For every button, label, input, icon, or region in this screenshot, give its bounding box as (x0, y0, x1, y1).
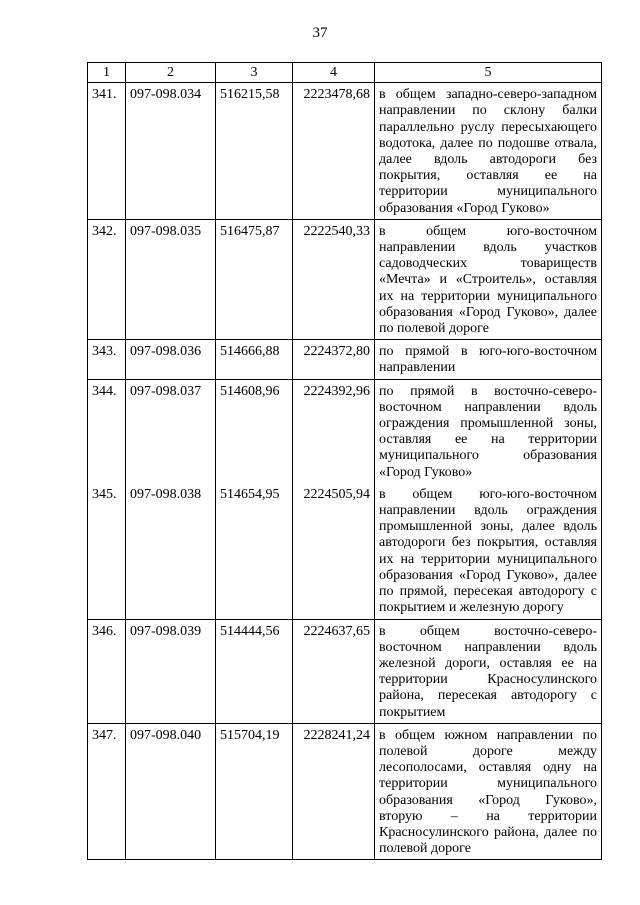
coordinate-x: 514654,95 (216, 483, 293, 619)
segment-code: 097-098.039 (126, 619, 216, 723)
column-header-3: 3 (216, 63, 293, 83)
row-number: 344. (88, 379, 126, 483)
coordinate-y: 2222540,33 (293, 219, 375, 339)
table-row (88, 619, 602, 723)
segment-code: 097-098.038 (126, 483, 216, 619)
table-header-row (88, 63, 602, 83)
coordinate-x: 515704,19 (216, 723, 293, 860)
coordinate-x: 516215,58 (216, 83, 293, 220)
segment-code: 097-098.040 (126, 723, 216, 860)
coordinate-x: 514666,88 (216, 340, 293, 379)
row-number: 343. (88, 340, 126, 379)
coordinate-x: 514444,56 (216, 619, 293, 723)
table-row (88, 83, 602, 220)
coordinate-x: 516475,87 (216, 219, 293, 339)
segment-description: по прямой в восточно-северо-восточном направлении вдоль ограждения промышленной зоны, оставляя ее на территории муниципального образования «Город Гуково» (375, 379, 602, 483)
segment-description: в общем южном направлении по полевой дороге между лесополосами, оставляя одну на территории муниципального образования «Город Гуково», вторую – на территории Красносулинского района, далее по полевой дороге (375, 723, 602, 860)
segment-description: в общем восточно-северо-восточном направлении вдоль железной дороги, оставляя ее на территории Красносулинского района, пересекая автодорогу с покрытием (375, 619, 602, 723)
table-row (88, 723, 602, 860)
row-number: 345. (88, 483, 126, 619)
segment-description: в общем юго-юго-восточном направлении вдоль ограждения промышленной зоны, далее вдоль автодороги без покрытия, оставляя их на территории муниципального образования «Город Гуково», далее по прямой, пересекая автодорогу с покрытием и железную дорогу (375, 483, 602, 619)
row-number: 347. (88, 723, 126, 860)
table-row (88, 219, 602, 339)
segment-code: 097-098.036 (126, 340, 216, 379)
coordinate-y: 2224372,80 (293, 340, 375, 379)
segment-description: в общем западно-северо-западном направлении по склону балки параллельно руслу пересыхающего водотока, далее по подошве отвала, далее вдоль автодороги без покрытия, оставляя ее на территории муниципального образования «Город Гуково» (375, 83, 602, 220)
column-header-2: 2 (126, 63, 216, 83)
segment-description: в общем юго-восточном направлении вдоль участков садоводческих товариществ «Мечта» и «Строитель», оставляя их на территории муниципального образования «Город Гуково», далее по полевой дороге (375, 219, 602, 339)
segment-code: 097-098.035 (126, 219, 216, 339)
coordinate-x: 514608,96 (216, 379, 293, 483)
boundary-points-table (87, 62, 602, 860)
page-number: 37 (312, 25, 328, 41)
segment-description: по прямой в юго-юго-восточном направлении (375, 340, 602, 379)
coordinate-y: 2228241,24 (293, 723, 375, 860)
table-row (88, 340, 602, 379)
segment-code: 097-098.037 (126, 379, 216, 483)
coordinate-y: 2224505,94 (293, 483, 375, 619)
coordinate-y: 2223478,68 (293, 83, 375, 220)
row-number: 342. (88, 219, 126, 339)
column-header-1: 1 (88, 63, 126, 83)
coordinate-y: 2224637,65 (293, 619, 375, 723)
row-number: 346. (88, 619, 126, 723)
column-header-4: 4 (293, 63, 375, 83)
column-header-5: 5 (375, 63, 602, 83)
row-number: 341. (88, 83, 126, 220)
table-row (88, 379, 602, 483)
coordinate-y: 2224392,96 (293, 379, 375, 483)
table-row (88, 483, 602, 619)
segment-code: 097-098.034 (126, 83, 216, 220)
